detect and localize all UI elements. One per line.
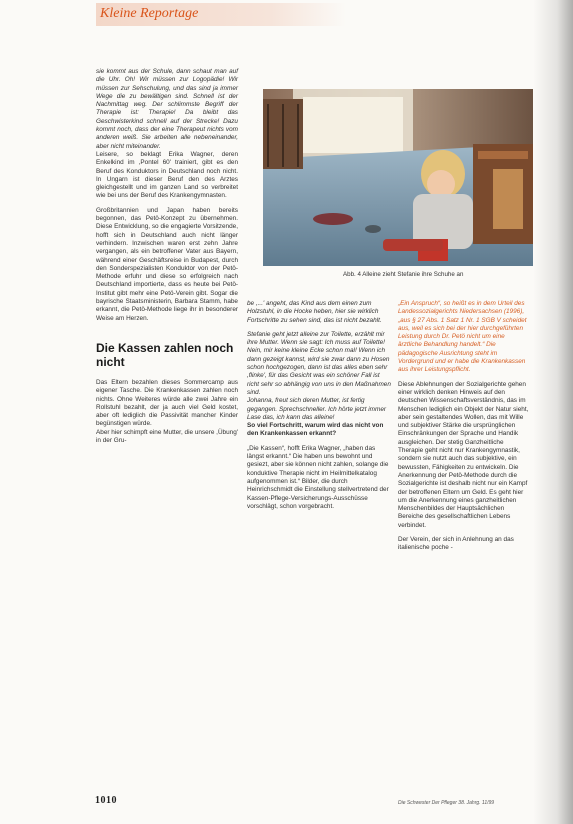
paragraph: Stefanie geht jetzt alleine zur Toilette, erzählt mir ihre Mutter. Wenn sie sagt: Ich muss auf Toilette! Nein, mir keine kleine Ecke schon mal! Wenn ich dann gezeigt kannst, wird sie zwar dann zu Hosen schon hochgezogen, dann ist das alles eben sehr ,flinke', für das Gesicht was ein schöner Fall ist richt sehr so abhängig von uns in den Maßnahmen sind. (247, 330, 391, 396)
photo-caption: Abb. 4 Alleine zieht Stefanie ihre Schuhe an (343, 271, 464, 278)
paragraph: Großbritannien und Japan haben bereits begonnen, das Petö-Konzept zu übernehmen. Diese Entwicklung, so die engagierte Vorsitzende, hofft sich in Deutschland auch nicht länger verhindern. Inzwischen waren erst zehn Jahre vergangen, als ein betroffener Vater aus Bayern, während einer Geschäftsreise in Budapest, durch den Sonderspezialisten Konduktor von der Petö-Methode erfuhr und diese so erfolgreich nach Deutschland importierte, dass es heute bei Petö-Institut gibt mehr eine Petö-Verein gibt. Sogar die bayrische Staatsministerin, Barbara Stamm, habe erkannt, die Petö-Methode liege ihr in besonderer Weise am Herzen. (96, 206, 238, 322)
paragraph: „Die Kassen“, hofft Erika Wagner, „haben das längst erkannt.“ Die haben uns bewohnt und gesiezt, aber sie können nicht zahlen, solange die konduktive Therapie nicht im Heilmittelkatalog aufgenommen ist.“ Bilder, die durch Heinrichschmidt die Einstellung stellvertretend der Kassen-Pflege-Versicherungs-Ausschüsse vorschlägt, schon vorgebracht. (247, 444, 389, 510)
column-2 (247, 300, 393, 511)
page-edge-shadow (533, 0, 573, 824)
paragraph: Leisere, so beklagt Erika Wagner, deren Enkelkind im ,Pontel 60' trainiert, gibt es den Beruf des Konduktors in Deutschland noch nicht. In Ungarn ist dieser Beruf den des Arztes gleichgestellt und im ganzen Land so verbreitet wie bei uns der Beruf des Krankengymnasten. (96, 150, 238, 200)
bold-question: So viel Fortschritt, warum wird das nicht von den Krankenkassen erkannt? (247, 422, 384, 438)
court-quote: „Ein Anspruch“, so heißt es in dem Urteil des Landessozialgerichts Niedersachsen (1996), „aus § 27 Abs. 1 Satz 1 Nr. 1 SGB V scheidet aus, weil es sich bei der hier durchgeführten Leistung durch Dr. Petö nicht um eine ärztliche Behandlung handelt.“ Die pädagogische Ausrichtung steht im Vordergrund und er habe die Krankenkassen aus ihrer Leistungspflicht. (398, 300, 527, 374)
paragraph: sie kommt aus der Schule, dann schaut man auf die Uhr. Oh! Wir müssen zur Logopädie! Wir müssen zur Sehschulung, und das sind ja immer Wege die zu bewältigen sind. Schnell ist der Nachmittag weg. Der schlimmste Begriff der Therapie ist: Therapie! Da bleibt das Geschwisterkind schnell auf der Strecke! Dazu kommt noch, dass der eine Therapeut nichts vom anderen weiß. Sie arbeiten alle nebeneinander, aber nicht miteinander. (96, 68, 238, 150)
page-number: 1010 (95, 795, 117, 806)
section-body (96, 379, 238, 445)
child-photo (263, 89, 533, 266)
photo-image (263, 89, 533, 266)
paragraph: Aber hier schimpft eine Mutter, die unsere ,Übung' in der Gru- (96, 428, 238, 444)
column-3 (398, 300, 530, 553)
paragraph: Der Verein, der sich in Anlehnung an das italienische poche - (398, 536, 514, 552)
paragraph: be ,...' angeht, das Kind aus dem einen zum Holzstuhl, in die Hocke heben, hier sie wirklich Fortschritte zu sehen sind, das ist nicht bezahlt. (247, 300, 382, 324)
paragraph: Diese Ablehnungen der Sozialgerichte gehen einer wirklich denken Hinweis auf den deutschen Wissenschaftsverständnis, das im Menschen lediglich ein Objekt der Natur sieht, aber sein gestaltendes Wollen, das mit Wille und subjektiver Stärke die ursprünglichen Einschränkungen der Sprache und Handik ausgleichen. Der stetig Ganzheitliche Therapie geht nicht nur Krankengymnastik, sondern sie nutzt auch das subjektive, ein bewussten, Fähigkeiten zu entwickeln. Die Anerkennung der Petö-Methode durch die Sozialgerichte ist deshalb nicht nur ein Kampf der betroffenen Eltern um Geld. Es geht hier um die Anerkennung eines ganzheitlichen Menschenbildes der Hauptsächlichen Bereiche des gesellschaftlichen Lebens verbindet. (398, 380, 529, 529)
section-title: Kleine Reportage (100, 6, 199, 21)
section-heading: Die Kassen zahlen noch nicht (96, 340, 234, 369)
column-1-bottom (96, 207, 238, 323)
column-1 (96, 68, 238, 445)
paragraph: Das Eltern bezahlen dieses Sommercamp aus eigener Tasche. Die Krankenkassen zahlen noch nichts. Ohne Weiteres würde alle zwei Jahre ein Rollstuhl bezahlt, der ja auch viel Geld kostet, aber oft lediglich die Passivität mancher Kinder begünstigen würde. (96, 378, 238, 428)
paragraph: Johanna, freut sich deren Mutter, ist fertig gegangen. Sprechschneller. Ich hörte jetzt immer Lase das, ich kann das alleine! (247, 397, 387, 421)
journal-source: Die Schwester Der Pfleger 38. Jahrg. 11/99 (398, 800, 495, 806)
column-1-top (96, 68, 238, 201)
